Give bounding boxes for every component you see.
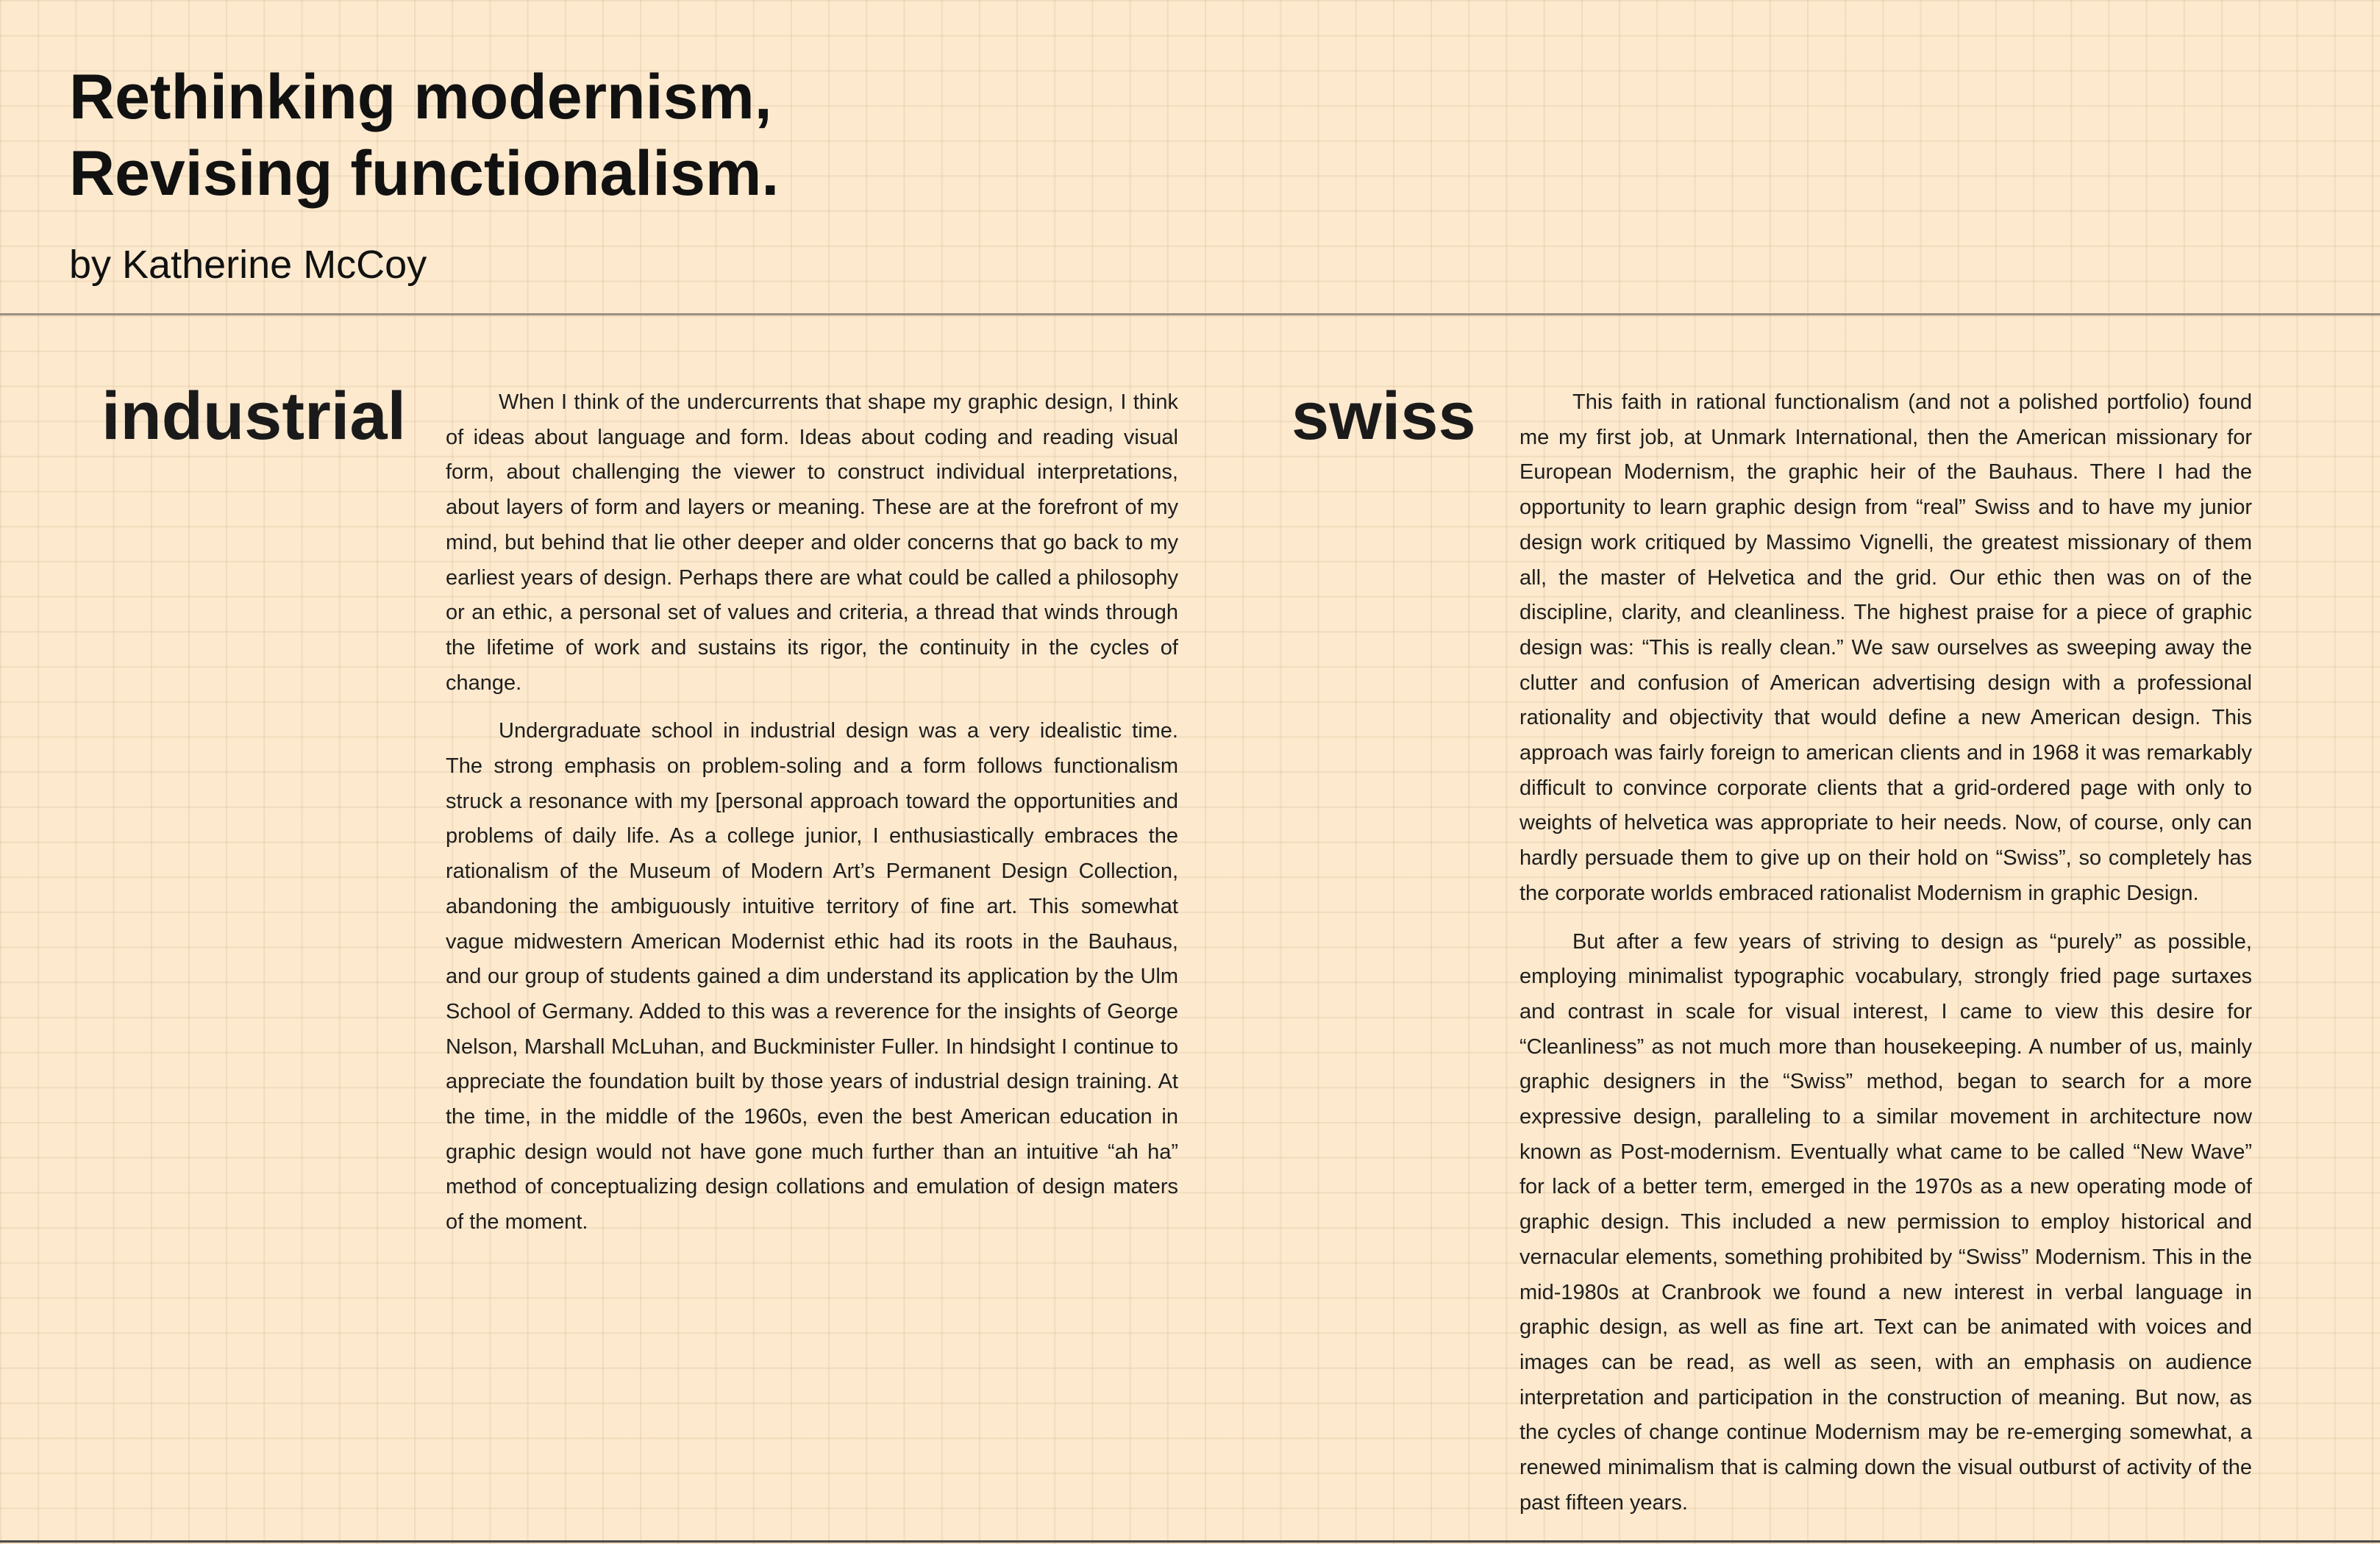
- page-bottom-border: [0, 1540, 2380, 1543]
- article-header: [69, 59, 1099, 288]
- section-heading-industrial: industrial: [101, 379, 407, 454]
- title-line-1: Rethinking modernism,: [69, 62, 772, 132]
- header-divider: [0, 313, 2380, 315]
- swiss-text-column: [1519, 385, 2252, 1534]
- author-byline: by Katherine McCoy: [69, 243, 427, 287]
- swiss-paragraph-1: This faith in rational functionalism (and not a polished portfolio) found me my first job, at Unmark International, then the American missionary for European Modernism, the graphic heir of the Bauhaus. There I had the opportunity to learn graphic design from “real” Swiss and to have my junior design work critiqued by Massimo Vignelli, the greatest missionary of them all, the master of Helvetica and the grid. Our ethic then was on of the discipline, clarity, and cleanliness. The highest praise for a piece of graphic design was: “This is really clean.” We saw ourselves as sweeping away the clutter and confusion of American advertising design with a professional rationality and objectivity that would define a new American design. This approach was fairly foreign to american clients and in 1968 it was remarkably difficult to convince corporate clients that a grid-ordered page with only to weights of helvetica was appropriate to heir needs. Now, of course, only can hardly persuade them to give up on their hold on “Swiss”, so completely has the corporate worlds embraced rationalist Modernism in graphic Design.: [1519, 390, 2252, 905]
- title-line-2: Revising functionalism.: [69, 138, 780, 209]
- section-heading-swiss: swiss: [1291, 379, 1476, 454]
- industrial-paragraph-1: When I think of the undercurrents that shape my graphic design, I think of ideas about language and form. Ideas about coding and reading visual form, about challenging the viewer to construct individual interpretations, about layers of form and layers or meaning. These are at the forefront of my mind, but behind that lie other deeper and older concerns that go back to my earliest years of design. Perhaps there are what could be called a philosophy or an ethic, a personal set of values and criteria, a thread that winds through the lifetime of work and sustains its rigor, the continuity in the cycles of change.: [446, 390, 1178, 695]
- industrial-text-column: [446, 385, 1178, 1254]
- swiss-paragraph-2: But after a few years of striving to design as “purely” as possible, employing minimalist typographic vocabulary, strongly fried page surtaxes and contrast in scale for visual interest, I came to view this desire for “Cleanliness” as not much more than housekeeping. A number of us, mainly graphic designers in the “Swiss” method, began to search for a more expressive design, paralleling to a similar movement in architecture now known as Post-modernism. Eventually what came to be called “New Wave” for lack of a better term, emerged in the 1970s as a new operating mode of graphic design. This included a new permission to employ historical and vernacular elements, something prohibited by “Swiss” Modernism. This in the mid-1980s at Cranbrook we found a new interest in verbal language in graphic design, as well as fine art. Text can be animated with voices and images can be read, as well as seen, with an emphasis on audience interpretation and participation in the construction of meaning. But now, as the cycles of change continue Modernism may be re-emerging somewhat, a renewed minimalism that is calming down the visual outburst of activity of the past fifteen years.: [1519, 929, 2252, 1515]
- article-title: [69, 59, 1099, 212]
- industrial-paragraph-2: Undergraduate school in industrial design was a very idealistic time. The strong emphasis on problem-soling and a form follows functionalism struck a resonance with my [personal approach toward the opportunities and problems of daily life. As a college junior, I enthusiastically embraces the rationalism of the Museum of Modern Art’s Permanent Design Collection, abandoning the ambiguously intuitive territory of fine art. This somewhat vague midwestern American Modernist ethic had its roots in the Bauhaus, and our group of students gained a dim understand its application by the Ulm School of Germany. Added to this was a reverence for the insights of George Nelson, Marshall McLuhan, and Buckminister Fuller. In hindsight I continue to appreciate the foundation built by those years of industrial design training. At the time, in the middle of the 1960s, even the best American education in graphic design would not have gone much further than an intuitive “ah ha” method of conceptualizing design collations and emulation of design maters of the moment.: [446, 719, 1178, 1234]
